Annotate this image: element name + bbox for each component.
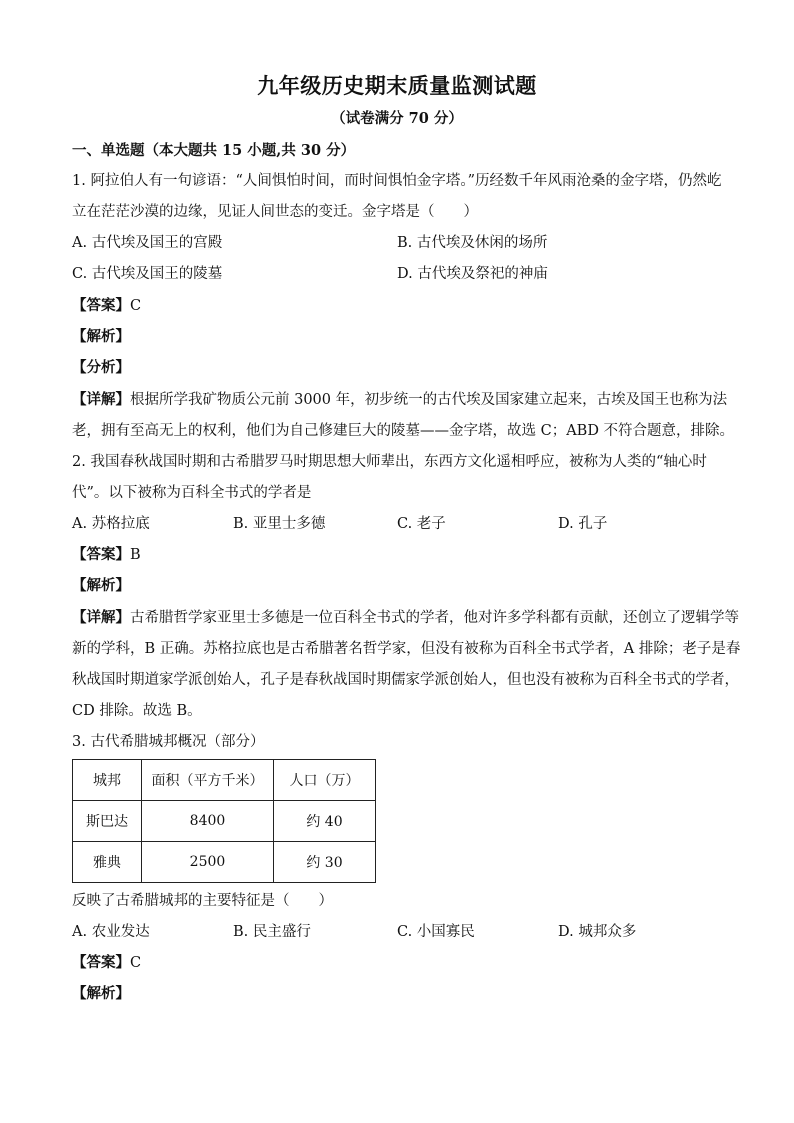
q2-detail-line2: 新的学科，B 正确。苏格拉底也是古希腊著名哲学家，但没有被称为百科全书式学者，A 排除；老子是春 [72,641,741,657]
q1-option-d: D. 古代埃及祭祀的神庙 [397,266,548,282]
q3-answer [72,953,141,973]
table-cell: 约 30 [274,842,376,883]
city-state-table [72,759,376,883]
page-subtitle: （试卷满分 70 分） [331,110,463,127]
table-row [73,842,376,883]
table-cell: 雅典 [73,842,142,883]
q1-analysis-label [72,327,130,347]
q2-detail-line1 [72,608,739,628]
q3-option-a: A. 农业发达 [72,924,150,940]
analysis-label: 【解析】 [72,577,130,594]
table-cell: 斯巴达 [73,801,142,842]
q3-option-b: B. 民主盛行 [233,924,311,940]
q1-answer [72,296,141,316]
answer-value: C [130,955,142,971]
answer-value: B [130,547,141,563]
table-cell: 约 40 [274,801,376,842]
page-title: 九年级历史期末质量监测试题 [257,73,537,98]
q1-stem-line1: 1. 阿拉伯人有一句谚语：“人间惧怕时间，而时间惧怕金字塔。”历经数千年风雨沧桑的金字塔，仍然屹 [72,173,722,189]
q2-stem-line1: 2. 我国春秋战国时期和古希腊罗马时期思想大师辈出，东西方文化遥相呼应，被称为人类的“轴心时 [72,454,707,470]
q2-stem-line2: 代”。以下被称为百科全书式的学者是 [72,485,312,501]
q3-caption: 3. 古代希腊城邦概况（部分） [72,734,265,750]
table-header-cell: 人口（万） [274,760,376,801]
q3-option-d: D. 城邦众多 [558,924,637,940]
q1-stem-line2: 立在茫茫沙漠的边缘，见证人间世态的变迁。金字塔是（ ） [72,204,478,220]
analysis-label: 【解析】 [72,328,130,345]
q2-detail-text1: 古希腊哲学家亚里士多德是一位百科全书式的学者，他对许多学科都有贡献，还创立了逻辑学等 [130,610,739,626]
q1-option-b: B. 古代埃及休闲的场所 [397,235,548,251]
detail-label: 【详解】 [72,391,130,408]
q1-detail-text1: 根据所学我矿物质公元前 3000 年，初步统一的古代埃及国家建立起来，古埃及国王也称为法 [130,392,728,408]
q2-option-a: A. 苏格拉底 [72,516,150,532]
table-header-cell: 面积（平方千米） [142,760,274,801]
q2-option-d: D. 孔子 [558,516,608,532]
table-header-cell: 城邦 [73,760,142,801]
q2-analysis-label [72,576,130,596]
analysis-label: 【解析】 [72,985,130,1002]
q2-option-b: B. 亚里士多德 [233,516,326,532]
table-row [73,801,376,842]
table-cell: 8400 [142,801,274,842]
q1-detail-line2: 老，拥有至高无上的权利，他们为自己修建巨大的陵墓——金字塔，故选 C；ABD 不符合题意，排除。 [72,423,735,439]
table-cell: 2500 [142,842,274,883]
q2-option-c: C. 老子 [397,516,446,532]
q3-analysis-label [72,984,130,1004]
answer-label: 【答案】 [72,954,130,971]
answer-label: 【答案】 [72,546,130,563]
answer-label: 【答案】 [72,297,130,314]
detail-label: 【详解】 [72,609,130,626]
q2-detail-line4: CD 排除。故选 B。 [72,703,202,719]
q1-fenxi-label [72,358,130,378]
q3-option-c: C. 小国寡民 [397,924,475,940]
q1-detail-line1 [72,390,727,410]
q2-answer [72,545,141,565]
q2-detail-line3: 秋战国时期道家学派创始人，孔子是春秋战国时期儒家学派创始人，但也没有被称为百科全书式的学者， [72,672,739,688]
section-heading: 一、单选题（本大题共 15 小题,共 30 分） [72,142,356,159]
fenxi-label: 【分析】 [72,359,130,376]
q1-option-c: C. 古代埃及国王的陵墓 [72,266,223,282]
answer-value: C [130,298,142,314]
q1-option-a: A. 古代埃及国王的宫殿 [72,235,223,251]
q3-stem: 反映了古希腊城邦的主要特征是（ ） [72,893,333,909]
table-header-row [73,760,376,801]
